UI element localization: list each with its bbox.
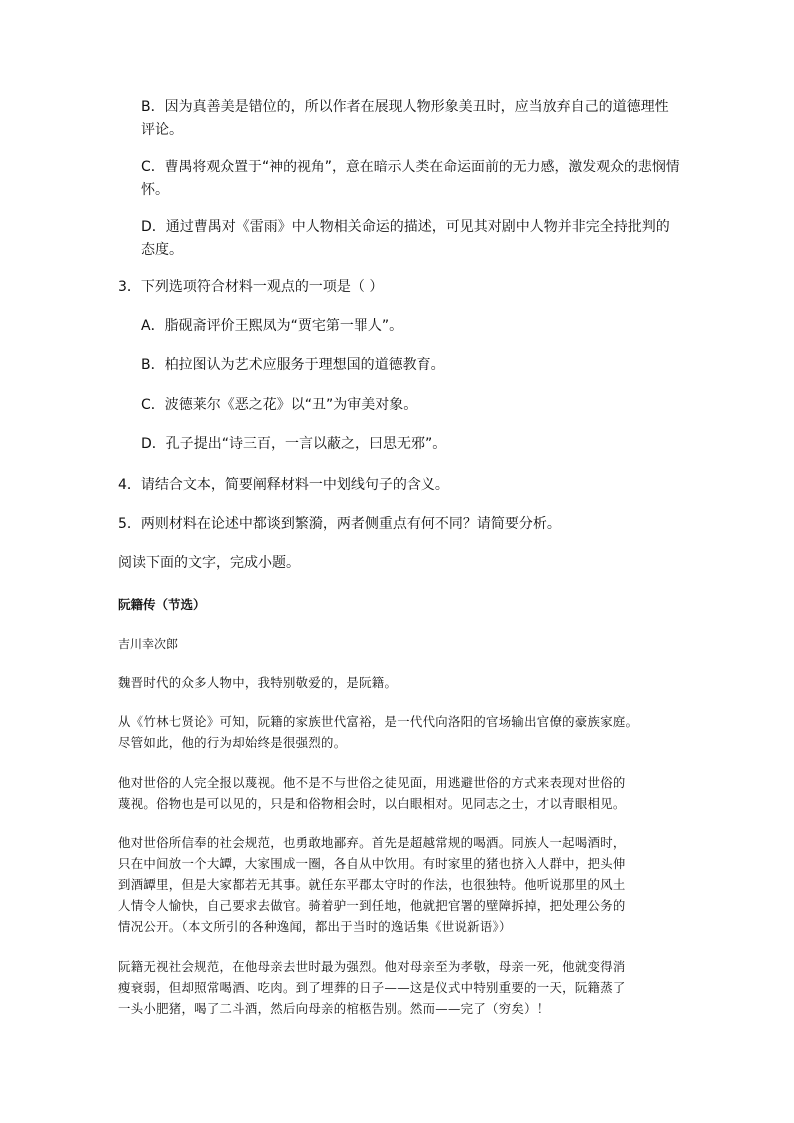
q3-stem: 3．下列选项符合材料一观点的一项是（ ） [118, 279, 384, 295]
option-b-line-2: 评论。 [141, 122, 183, 138]
option-c-line-1: C．曹禺将观众置于“神的视角”，意在暗示人类在命运面前的无力感，激发观众的悲悯情 [141, 159, 680, 175]
reading-instruction: 阅读下面的文字，完成小题。 [118, 555, 300, 571]
paragraph-5-line-1: 阮籍无视社会规范，在他母亲去世时最为强烈。他对母亲至为孝敬，母亲一死，他就变得消 [118, 959, 626, 974]
paragraph-4-line-5: 情况公开。（本文所引的各种逸闻，都出于当时的逸话集《世说新语》） [118, 919, 512, 934]
option-d-line-2: 态度。 [141, 242, 183, 258]
paragraph-4-line-3: 到酒罈里，但是大家都若无其事。就任东平郡太守时的作法，也很独特。他听说那里的风土 [118, 877, 626, 892]
paragraph-5-line-2: 瘦衰弱，但却照常喝酒、吃肉。到了埋葬的日子——这是仪式中特别重要的一天，阮籍蒸了 [118, 980, 626, 995]
paragraph-4-line-1: 他对世俗所信奉的社会规范，也勇敢地鄙弃。首先是超越常规的喝酒。同族人一起喝酒时， [118, 835, 626, 850]
paragraph-2-line-1: 从《竹林七贤论》可知，阮籍的家族世代富裕，是一代代向洛阳的官场输出官僚的豪族家庭。 [118, 714, 639, 729]
paragraph-2-line-2: 尽管如此，他的行为却始终是很强烈的。 [118, 735, 347, 750]
article-title: 阮籍传（节选） [118, 597, 206, 612]
option-d-line-1: D．通过曹禺对《雷雨》中人物相关命运的描述，可见其对剧中人物并非完全持批判的 [141, 219, 670, 235]
paragraph-3-line-1: 他对世俗的人完全报以蔑视。他不是不与世俗之徒见面，用逃避世俗的方式来表现对世俗的 [118, 775, 626, 790]
q3-option-a: A．脂砚斋评价王熙凤为“贾宅第一罪人”。 [141, 318, 404, 334]
paragraph-4-line-2: 只在中间放一个大罈，大家围成一圈，各自从中饮用。有时家里的猪也挤入人群中，把头伸 [118, 856, 626, 871]
question-5: 5．两则材料在论述中都谈到繁漪，两者侧重点有何不同？请简要分析。 [118, 516, 561, 532]
article-author: 吉川幸次郎 [118, 637, 179, 651]
paragraph-5-line-3: 一头小肥猪，喝了二斗酒，然后向母亲的棺柩告别。然而——完了（穷矣）！ [118, 1001, 550, 1016]
q3-option-d: D．孔子提出“诗三百，一言以蔽之，曰思无邪”。 [141, 436, 447, 452]
paragraph-4-line-4: 人情令人愉快，自己要求去做官。骑着驴一到任地，他就把官署的壁障拆掉，把处理公务的 [118, 898, 626, 913]
q3-option-c: C．波德莱尔《恶之花》以“丑”为审美对象。 [141, 397, 418, 413]
question-4: 4．请结合文本，简要阐释材料一中划线句子的含义。 [118, 477, 449, 493]
paragraph-1-line-1: 魏晋时代的众多人物中，我特别敬爱的，是阮籍。 [118, 675, 398, 690]
q3-option-b: B．柏拉图认为艺术应服务于理想国的道德教育。 [141, 357, 445, 373]
option-c-line-2: 怀。 [141, 182, 169, 198]
paragraph-3-line-2: 蔑视。俗物也是可以见的，只是和俗物相会时，以白眼相对。见同志之士，才以青眼相见。 [118, 796, 626, 811]
option-b-line-1: B．因为真善美是错位的，所以作者在展现人物形象美丑时，应当放弃自己的道德理性 [141, 99, 669, 115]
